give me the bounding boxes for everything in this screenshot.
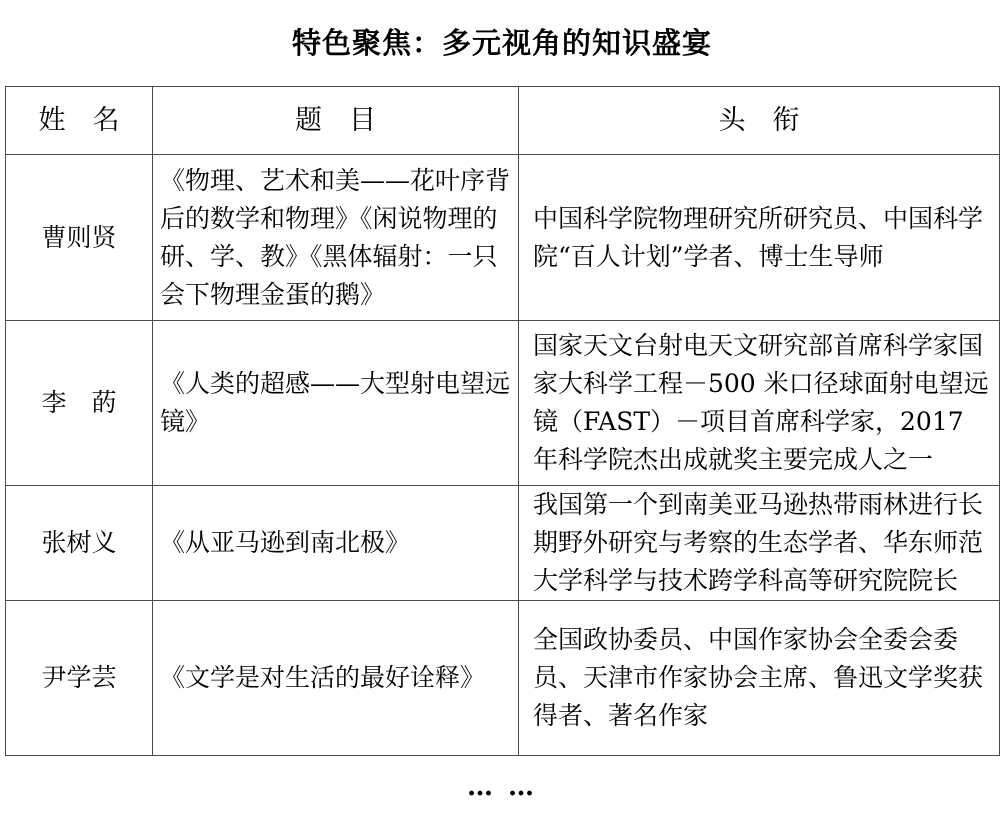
title-cell: 中国科学院物理研究所研究员、中国科学院“百人计划”学者、博士生导师 <box>519 155 1000 321</box>
name-cell: 李 菂 <box>6 321 153 486</box>
table-row <box>6 155 1000 321</box>
topic-cell: 《文学是对生活的最好诠释》 <box>153 601 519 756</box>
table-row <box>6 321 1000 486</box>
header-cell-name: 姓 名 <box>6 87 153 155</box>
topic-cell: 《从亚马逊到南北极》 <box>153 486 519 601</box>
topic-cell: 《人类的超感——大型射电望远镜》 <box>153 321 519 486</box>
speaker-table <box>5 86 1000 756</box>
title-cell: 全国政协委员、中国作家协会全委会委员、天津市作家协会主席、鲁迅文学奖获得者、著名作家 <box>519 601 1000 756</box>
name-cell: 尹学芸 <box>6 601 153 756</box>
continuation-ellipsis: … … <box>466 772 538 802</box>
header-cell-title: 头 衔 <box>519 87 1000 155</box>
table-row <box>6 486 1000 601</box>
table-row <box>6 601 1000 756</box>
name-cell: 张树义 <box>6 486 153 601</box>
title-cell: 国家天文台射电天文研究部首席科学家国家大科学工程－500 米口径球面射电望远镜（FAST）－项目首席科学家，2017 年科学院杰出成就奖主要完成人之一 <box>519 321 1000 486</box>
topic-cell: 《物理、艺术和美——花叶序背后的数学和物理》《闲说物理的研、学、教》《黑体辐射：一只会下物理金蛋的鹅》 <box>153 155 519 321</box>
table-header-row <box>6 87 1000 155</box>
page-title: 特色聚焦：多元视角的知识盛宴 <box>291 26 712 60</box>
header-cell-topic: 题 目 <box>153 87 519 155</box>
name-cell: 曹则贤 <box>6 155 153 321</box>
title-cell: 我国第一个到南美亚马逊热带雨林进行长期野外研究与考察的生态学者、华东师范大学科学与技术跨学科高等研究院院长 <box>519 486 1000 601</box>
